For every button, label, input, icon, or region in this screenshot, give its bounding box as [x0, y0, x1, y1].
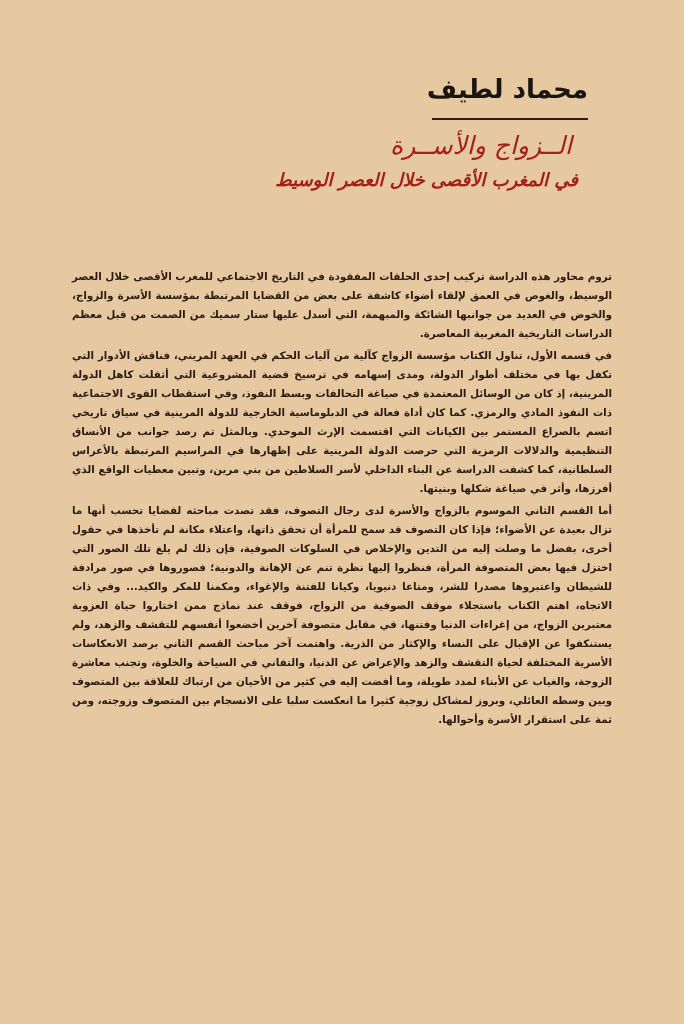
blurb-paragraph-2: في قسمه الأول، تناول الكتاب مؤسسة الزواج كآلية من آليات الحكم في العهد المريني، فناقش الأدوار التي تكفل بها في مختلف أطوار الدولة، ومدى إسهامه في ترسيخ قضية المشروعية التي أثقلت كاهل الدولة المرينية، إذ كان من الوسائل المعتمدة في صياغة التحالفات وبسط النفوذ، وفي استقطاب القوى الاجتماعية ذات النفوذ المادي والرمزي. كما كان أداة فعالة في الدبلوماسية الخارجية للدولة المرينية في سياق تاريخي اتسم بالصراع المستمر بين الكيانات التي اقتسمت الإرث الموحدي. وبالمثل تم رصد جوانب من الأنساق التنظيمية والدلالات الرمزية التي حرصت الدولة المرينية على إظهارها في المراسيم المرتبطة بالأعراس السلطانية، كما كشفت الدراسة عن البناء الداخلي لأسر السلاطين من بني مرين، وتبين معطيات الواقع الذي أفرزها، وأثر في صياغة شكلها وبنيتها.: [72, 350, 612, 495]
title-divider: [432, 118, 588, 120]
book-subtitle: في المغرب الأقصى خلال العصر الوسيط: [275, 170, 578, 191]
blurb-paragraph-3: أما القسم الثاني الموسوم بالزواج والأسرة لدى رجال التصوف، فقد تصدت مباحثه لقضايا تحسب أنها ما تزال بعيدة عن الأضواء؛ فإذا كان التصوف قد سمح للمرأة أن تحقق ذاتها، واعتلاء مكانة لم تأخذها في حقول أخرى، بفضل ما وصلت إليه من التدين والإخلاص في السلوكات الصوفية، فإن ذلك لم يلغ تلك الصور التي اختزل فيها بعض المتصوفة المرأة، فنظروا إليها نظرة تنم عن الإهانة والدونية؛ فصوروها في صور مرادفة للشيطان واعتبروها مصدرا للشر، ومتاعا دنيويا، وكيانا للفتنة والإغواء، ومكمنا للمكر والكيد... وفي ذات الاتجاه، اهتم الكتاب باستجلاء موقف الصوفية من الزواج، فوقف عند نماذج ممن اختاروا حياة العزوبة معتبرين الزواج، من إغراءات الدنيا وفتنها، في مقابل متصوفة آخرين أخضعوا أنفسهم للتقشف والزهد، ولم يستنكفوا عن الإقبال على النساء والإكثار من الذرية. واهتمت آخر مباحث القسم الثاني برصد الانعكاسات الأسرية المختلفة لحياة التقشف والزهد والإعراض عن الدنيا، والتفاني في السياحة والخلوة، وتجنب معاشرة الزوجة، والغياب عن الأبناء لمدد طويلة، وما أفضت إليه في كثير من الأحيان من ارتباك للعلاقة بين المتصوف وبين وسطه العائلي، وبروز لمشاكل زوجية كثيرا ما انعكست سلبا على الانسجام بين المتصوف وزوجته، ومن ثمة على استقرار الأسرة وأحوالها.: [72, 505, 612, 726]
blurb-text: [72, 268, 612, 733]
blurb-paragraph-1: تروم محاور هذه الدراسة تركيب إحدى الحلقات المفقودة في التاريخ الاجتماعي للمغرب الأقصى خلال العصر الوسيط، والغوص في العمق لإلقاء أضواء كاشفة على بعض من القضايا المرتبطة بمؤسسة الأسرة والزواج، والخوض في العديد من جوانبها الشائكة والمبهمة، التي أسدل عليها ستار سميك من الصمت من قبل معظم الدراسات التاريخية المغربية المعاصرة.: [72, 271, 612, 340]
author-name: محماد لطيف: [426, 75, 588, 105]
book-title: الــزواج والأســرة: [390, 131, 572, 160]
